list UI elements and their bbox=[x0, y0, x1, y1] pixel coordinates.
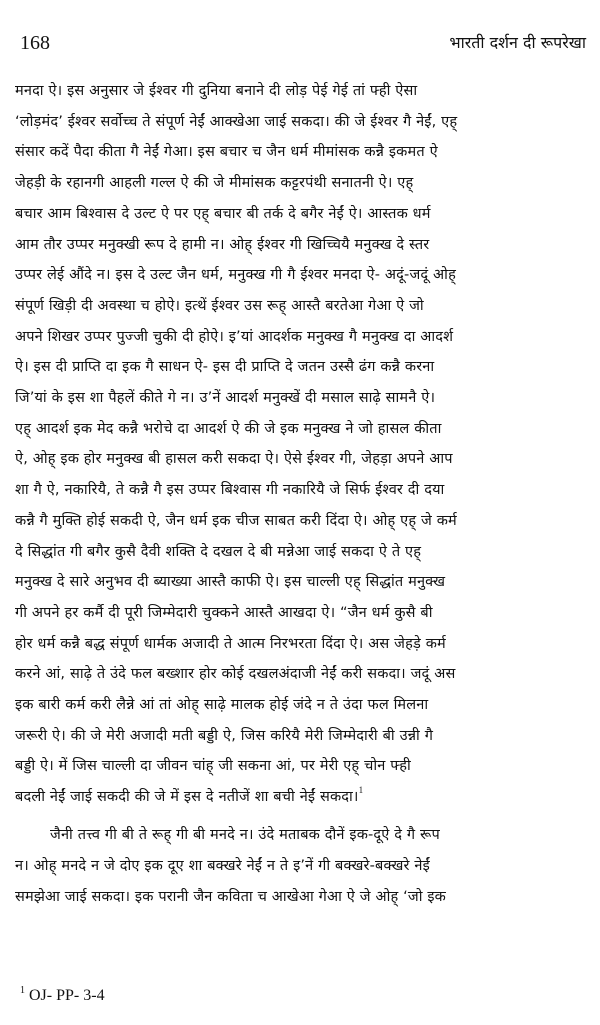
text-line bbox=[15, 509, 585, 533]
text-line bbox=[15, 662, 585, 686]
text-line bbox=[15, 386, 585, 410]
text-line-content: उप्पर लेई औंदे न। इस दे उल्ट जैन धर्म, मनुक्ख गी गै ईश्वर मनदा ऐ- अदूं-जदूं ओह् bbox=[15, 266, 456, 284]
footnote-text: OJ- PP- 3-4 bbox=[29, 987, 105, 1004]
text-line bbox=[15, 724, 585, 748]
text-line bbox=[15, 478, 585, 502]
text-line bbox=[15, 202, 585, 226]
text-line-content: जैनी तत्त्व गी बी ते रूह् गी बी मनदे न। उंदे मताबक दौनें इक-दूऐ दे गै रूप bbox=[50, 826, 440, 843]
text-line-content: जेहड़ी के रहानगी आहली गल्ल ऐ की जे मीमांसक कट्टरपंथी सनातनी ऐ। एह् bbox=[15, 174, 414, 192]
text-line bbox=[15, 885, 585, 909]
text-line bbox=[15, 693, 585, 717]
text-line bbox=[15, 355, 585, 379]
text-line-content: दे सिद्धांत गी बगैर कुसै दैवी शक्ति दे दखल दे बी मन्नेआ जाई सकदा ऐ ते एह् bbox=[15, 542, 422, 560]
text-line-content: होर धर्म कन्नै बद्ध संपूर्ण धार्मक अजादी ते आत्म निरभरता दिंदा ऐ। अस जेहड़े कर्म bbox=[15, 634, 446, 652]
text-line-content: करने आं, साढ़े ते उंदे फल बख्शार होर कोई दखलअंदाजी नेईं करी सकदा। जदूं अस bbox=[15, 665, 456, 683]
text-line bbox=[15, 785, 585, 809]
text-line-content: संसार कदें पैदा कीता गै नेईं गेआ। इस बचार च जैन धर्म मीमांसक कन्नै इकमत ऐ bbox=[15, 143, 438, 161]
text-line-content: जरूरी ऐ। की जे मेरी अजादी मती बड्डी ऐ, जिस करियै मेरी जिम्मेदारी बी उन्नी गै bbox=[15, 726, 434, 744]
text-line-content: बड्डी ऐ। में जिस चाल्ली दा जीवन चांह् जी सकना आं, पर मेरी एह् चोन फ्ही bbox=[15, 757, 411, 775]
text-line bbox=[15, 263, 585, 287]
text-line-content: एह् आदर्श इक मेद कन्नै भरोचे दा आदर्श ऐ की जे इक मनुक्ख ने जो हासल कीता bbox=[15, 419, 442, 437]
text-line bbox=[15, 570, 585, 594]
page-number: 168 bbox=[20, 32, 50, 54]
text-line-content: न। ओह् मनदे न जे दोए इक दूए शा बक्खरे नेईं न ते इ’नें गी बक्खरे-बक्खरे नेईं bbox=[15, 857, 430, 874]
text-line bbox=[15, 854, 585, 878]
text-line-content: बदली नेईं जाई सकदी की जे में इस दे नतीजें शा बची नेईं सकदा। bbox=[15, 788, 359, 806]
text-line-content: ‘लोड़मंद’ ईश्वर सर्वोच्च ते संपूर्ण नेईं आक्खेआ जाई सकदा। की जे ईश्वर गै नेईं, एह् bbox=[15, 112, 458, 130]
running-title: भारती दर्शन दी रूपरेखा bbox=[449, 33, 586, 52]
footnote-marker: 1 bbox=[20, 985, 25, 996]
text-line-content: शा गै ऐ, नकारियै, ते कन्नै गै इस उप्पर बिश्वास गी नकारियै जे सिर्फ ईश्वर दी दया bbox=[15, 481, 445, 499]
text-line-content: इक बारी कर्म करी लैन्ने आं तां ओह् साढ़े मालक होई जंदे न ते उंदा फल मिलना bbox=[15, 696, 429, 713]
footnote-reference: 1 bbox=[358, 785, 364, 796]
text-line-content: जि’यां के इस शा पैहलें कीते गे न। उ’नें आदर्श मनुक्खें दी मसाल साढ़े सामनै ऐ। bbox=[15, 389, 436, 406]
text-line-content: अपने शिखर उप्पर पुज्जी चुकी दी होऐ। इ’यां आदर्शक मनुक्ख गै मनुक्ख दा आदर्श bbox=[15, 327, 454, 345]
text-line-content: गी अपने हर कर्मै दी पूरी जिम्मेदारी चुक्कने आस्तै आखदा ऐ। “जैन धर्म कुसै बी bbox=[15, 603, 433, 621]
text-line bbox=[15, 632, 585, 656]
text-line-content: संपूर्ण खिड़ी दी अवस्था च होऐ। इत्थें ईश्वर उस रूह् आस्तै बरतेआ गेआ ऐ जो bbox=[15, 296, 424, 314]
text-line-content: ऐ। इस दी प्राप्ति दा इक गै साधन ऐ- इस दी प्राप्ति दे जतन उस्सै ढंग कन्नै करना bbox=[15, 358, 435, 376]
text-line bbox=[15, 447, 585, 471]
text-line bbox=[15, 601, 585, 625]
text-line bbox=[15, 540, 585, 564]
text-line bbox=[15, 233, 585, 257]
text-line bbox=[15, 171, 585, 195]
text-line bbox=[15, 140, 585, 164]
text-line bbox=[50, 823, 585, 847]
text-line-content: आम तौर उप्पर मनुक्खी रूप दे हामी न। ओह् ईश्वर गी खिच्चियै मनुक्ख दे स्तर bbox=[15, 235, 430, 253]
text-line-content: मनुक्ख दे सारे अनुभव दी ब्याख्या आस्तै काफी ऐ। इस चाल्ली एह् सिद्धांत मनुक्ख bbox=[15, 573, 446, 591]
text-line-content: कन्नै गै मुक्ति होई सकदी ऐ, जैन धर्म इक चीज साबत करी दिंदा ऐ। ओह् एह् जे कर्म bbox=[15, 511, 457, 529]
text-line bbox=[15, 110, 585, 134]
footnote bbox=[20, 986, 105, 1006]
text-line bbox=[15, 754, 585, 778]
text-line bbox=[15, 325, 585, 349]
text-line-content: समझेआ जाई सकदा। इक परानी जैन कविता च आखेआ गेआ ऐ जे ओह् ‘जो इक bbox=[15, 888, 447, 905]
text-line-content: मनदा ऐ। इस अनुसार जे ईश्वर गी दुनिया बनाने दी लोड़ पेई गेई तां फ्ही ऐसा bbox=[15, 82, 418, 99]
text-line-content: बचार आम बिश्वास दे उल्ट ऐ पर एह् बचार बी तर्क दे बगैर नेईं ऐ। आस्तक धर्म bbox=[15, 204, 431, 222]
text-line bbox=[15, 79, 585, 103]
text-line bbox=[15, 294, 585, 318]
text-line bbox=[15, 417, 585, 441]
text-line-content: ऐ, ओह् इक होर मनुक्ख बी हासल करी सकदा ऐ। ऐसे ईश्वर गी, जेहड़ा अपने आप bbox=[15, 450, 453, 468]
page-header bbox=[20, 30, 586, 60]
